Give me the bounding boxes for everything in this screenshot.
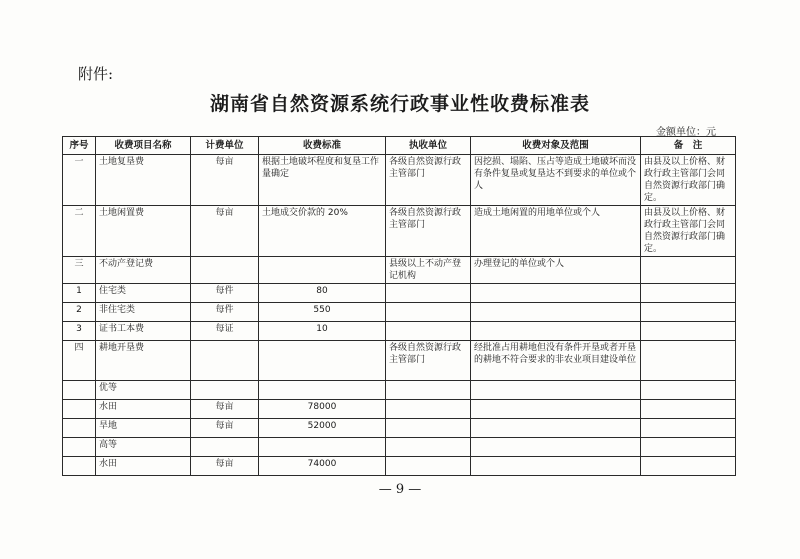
- cell-standard: [259, 381, 386, 400]
- cell-scope: [471, 322, 641, 341]
- table-row: [63, 438, 736, 457]
- cell-name: 耕地开垦费: [96, 341, 191, 381]
- cell-name: 非住宅类: [96, 303, 191, 322]
- cell-scope: [471, 303, 641, 322]
- cell-unit: 每亩: [191, 206, 259, 257]
- cell-no: 四: [63, 341, 96, 381]
- cell-remark: [641, 457, 736, 476]
- cell-no: [63, 438, 96, 457]
- table-row: [63, 206, 736, 257]
- cell-scope: [471, 438, 641, 457]
- cell-no: 二: [63, 206, 96, 257]
- table-row: [63, 284, 736, 303]
- cell-standard: [259, 257, 386, 284]
- cell-scope: 造成土地闲置的用地单位或个人: [471, 206, 641, 257]
- cell-collector: [386, 457, 471, 476]
- cell-standard: 土地成交价款的 20%: [259, 206, 386, 257]
- cell-collector: [386, 322, 471, 341]
- cell-standard: 550: [259, 303, 386, 322]
- cell-scope: [471, 419, 641, 438]
- table-header-row: [63, 137, 736, 155]
- cell-standard: 80: [259, 284, 386, 303]
- cell-name: 证书工本费: [96, 322, 191, 341]
- cell-collector: 各级自然资源行政主管部门: [386, 341, 471, 381]
- cell-remark: [641, 400, 736, 419]
- cell-scope: 因挖损、塌陷、压占等造成土地破坏而没有条件复垦或复垦达不到要求的单位或个人: [471, 155, 641, 206]
- cell-collector: [386, 400, 471, 419]
- cell-remark: 由县及以上价格、财政行政主管部门会同自然资源行政部门确定。: [641, 155, 736, 206]
- cell-collector: [386, 381, 471, 400]
- cell-no: [63, 457, 96, 476]
- cell-collector: [386, 419, 471, 438]
- column-header-unit: 计费单位: [191, 137, 259, 155]
- cell-remark: [641, 419, 736, 438]
- table-row: [63, 341, 736, 381]
- cell-name: 旱地: [96, 419, 191, 438]
- attachment-label: 附件:: [78, 65, 114, 83]
- table-row: [63, 257, 736, 284]
- cell-standard: 52000: [259, 419, 386, 438]
- cell-no: [63, 381, 96, 400]
- cell-standard: [259, 438, 386, 457]
- cell-remark: [641, 438, 736, 457]
- cell-remark: [641, 303, 736, 322]
- cell-no: 三: [63, 257, 96, 284]
- cell-no: 1: [63, 284, 96, 303]
- cell-no: 3: [63, 322, 96, 341]
- cell-unit: [191, 381, 259, 400]
- cell-name: 住宅类: [96, 284, 191, 303]
- cell-unit: 每亩: [191, 457, 259, 476]
- table-row: [63, 155, 736, 206]
- column-header-standard: 收费标准: [259, 137, 386, 155]
- cell-collector: [386, 284, 471, 303]
- cell-name: 高等: [96, 438, 191, 457]
- cell-standard: [259, 341, 386, 381]
- cell-no: 一: [63, 155, 96, 206]
- cell-scope: [471, 284, 641, 303]
- cell-remark: [641, 284, 736, 303]
- cell-collector: [386, 303, 471, 322]
- cell-standard: 78000: [259, 400, 386, 419]
- cell-name: 水田: [96, 400, 191, 419]
- column-header-name: 收费项目名称: [96, 137, 191, 155]
- table-row: [63, 400, 736, 419]
- cell-name: 土地复垦费: [96, 155, 191, 206]
- cell-remark: [641, 381, 736, 400]
- cell-standard: 根据土地破坏程度和复垦工作量确定: [259, 155, 386, 206]
- amount-unit-note: 金额单位：元: [656, 127, 716, 138]
- cell-name: 优等: [96, 381, 191, 400]
- cell-remark: [641, 322, 736, 341]
- cell-collector: [386, 438, 471, 457]
- cell-unit: 每件: [191, 303, 259, 322]
- column-header-scope: 收费对象及范围: [471, 137, 641, 155]
- cell-name: 不动产登记费: [96, 257, 191, 284]
- cell-scope: [471, 381, 641, 400]
- table-row: [63, 303, 736, 322]
- cell-unit: [191, 341, 259, 381]
- table-row: [63, 381, 736, 400]
- cell-collector: 县级以上不动产登记机构: [386, 257, 471, 284]
- cell-collector: 各级自然资源行政主管部门: [386, 155, 471, 206]
- cell-scope: 经批准占用耕地但没有条件开垦或者开垦的耕地不符合要求的非农业项目建设单位: [471, 341, 641, 381]
- cell-no: [63, 419, 96, 438]
- table-row: [63, 322, 736, 341]
- column-header-remark: 备 注: [641, 137, 736, 155]
- cell-unit: 每亩: [191, 400, 259, 419]
- cell-remark: 由县及以上价格、财政行政主管部门会同自然资源行政部门确定。: [641, 206, 736, 257]
- cell-unit: 每证: [191, 322, 259, 341]
- cell-remark: [641, 257, 736, 284]
- cell-name: 土地闲置费: [96, 206, 191, 257]
- cell-unit: 每件: [191, 284, 259, 303]
- cell-standard: 10: [259, 322, 386, 341]
- cell-standard: 74000: [259, 457, 386, 476]
- cell-scope: [471, 400, 641, 419]
- table-row: [63, 419, 736, 438]
- cell-name: 水田: [96, 457, 191, 476]
- cell-remark: [641, 341, 736, 381]
- cell-no: [63, 400, 96, 419]
- cell-unit: [191, 257, 259, 284]
- cell-scope: [471, 457, 641, 476]
- cell-unit: 每亩: [191, 419, 259, 438]
- cell-scope: 办理登记的单位或个人: [471, 257, 641, 284]
- column-header-collector: 执收单位: [386, 137, 471, 155]
- cell-collector: 各级自然资源行政主管部门: [386, 206, 471, 257]
- fee-standard-table: [62, 136, 736, 476]
- cell-unit: 每亩: [191, 155, 259, 206]
- column-header-no: 序号: [63, 137, 96, 155]
- cell-no: 2: [63, 303, 96, 322]
- document-title: 湖南省自然资源系统行政事业性收费标准表: [209, 93, 590, 115]
- page-number: — 9 —: [378, 482, 422, 497]
- table-row: [63, 457, 736, 476]
- cell-unit: [191, 438, 259, 457]
